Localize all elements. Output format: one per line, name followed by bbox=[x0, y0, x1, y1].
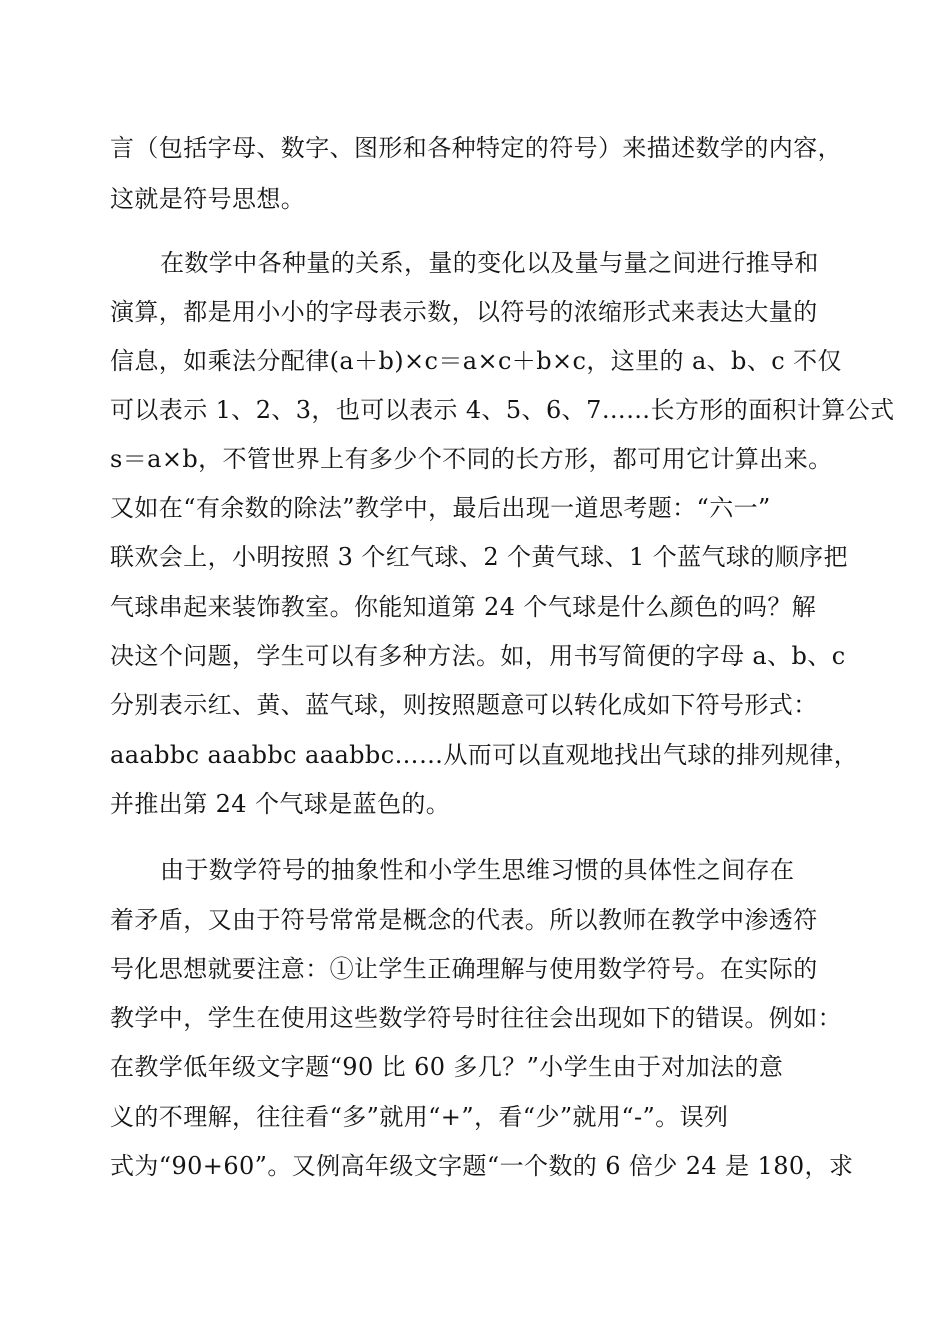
paragraph-first-line: 在数学中各种量的关系，量的变化以及量与量之间进行推导和 bbox=[160, 249, 819, 277]
text-line: 又如在“有余数的除法”教学中，最后出现一道思考题：“六一” bbox=[110, 494, 771, 522]
text-line: 号化思想就要注意：①让学生正确理解与使用数学符号。在实际的 bbox=[110, 955, 818, 983]
text-line: 言（包括字母、数字、图形和各种特定的符号）来描述数学的内容， bbox=[110, 134, 842, 162]
text-line: 信息，如乘法分配律(a＋b)×c＝a×c＋b×c，这里的 a、b、c 不仅 bbox=[110, 347, 842, 375]
text-line: 气球串起来装饰教室。你能知道第 24 个气球是什么颜色的吗？解 bbox=[110, 593, 817, 621]
text-line: 教学中，学生在使用这些数学符号时往往会出现如下的错误。例如： bbox=[110, 1004, 842, 1032]
text-line: s＝a×b，不管世界上有多少个不同的长方形，都可用它计算出来。 bbox=[110, 445, 833, 473]
text-line: aaabbc aaabbc aaabbc……从而可以直观地找出气球的排列规律， bbox=[110, 741, 859, 769]
text-line: 并推出第 24 个气球是蓝色的。 bbox=[110, 790, 451, 818]
paragraph-first-line: 由于数学符号的抽象性和小学生思维习惯的具体性之间存在 bbox=[160, 856, 795, 884]
text-line: 在教学低年级文字题“90 比 60 多几？”小学生由于对加法的意 bbox=[110, 1053, 784, 1081]
text-line: 着矛盾，又由于符号常常是概念的代表。所以教师在教学中渗透符 bbox=[110, 906, 818, 934]
text-line: 这就是符号思想。 bbox=[110, 185, 306, 213]
text-line: 式为“90+60”。又例高年级文字题“一个数的 6 倍少 24 是 180，求 bbox=[110, 1152, 854, 1180]
text-line: 决这个问题，学生可以有多种方法。如，用书写简便的字母 a、b、c bbox=[110, 642, 846, 670]
text-line: 联欢会上，小明按照 3 个红气球、2 个黄气球、1 个蓝气球的顺序把 bbox=[110, 543, 848, 571]
text-line: 义的不理解，往往看“多”就用“+”，看“少”就用“-”。误列 bbox=[110, 1103, 729, 1131]
text-line: 演算，都是用小小的字母表示数，以符号的浓缩形式来表达大量的 bbox=[110, 298, 818, 326]
text-line: 可以表示 1、2、3，也可以表示 4、5、6、7……长方形的面积计算公式 bbox=[110, 396, 895, 424]
text-line: 分别表示红、黄、蓝气球，则按照题意可以转化成如下符号形式： bbox=[110, 691, 818, 719]
